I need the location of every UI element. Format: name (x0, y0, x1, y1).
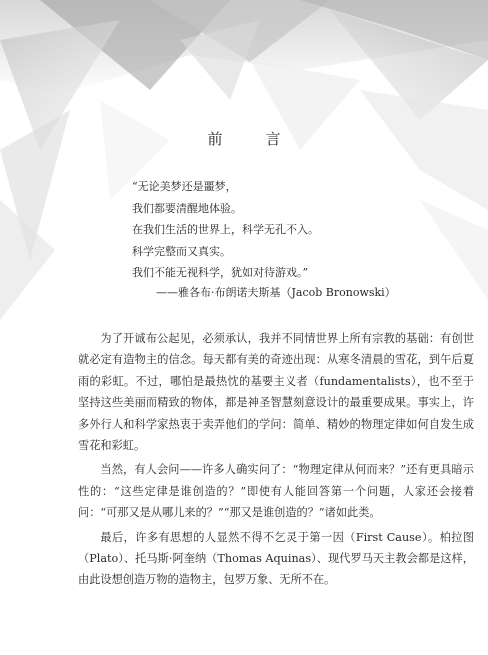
epigraph-line: 我们都要清醒地体验。 (132, 201, 242, 215)
page-title: 前 言 (207, 130, 295, 148)
body-text (78, 328, 474, 594)
paragraph: 为了开诚布公起见，必须承认，我并不同情世界上所有宗教的基础：有创世就必定有造物主的信念。每天都有美的奇迹出现：从寒冬清晨的雪花，到午后夏雨的彩虹。不过，哪怕是最热忱的基要主义者（fundamentalists），也不至于坚持这些美丽而精致的物体，都是神圣智慧刻意设计的最重要成果。事实上，许多外行人和科学家热衷于卖弄他们的学问：简单、精妙的物理定律如何自发生成雪花和彩虹。 (78, 332, 474, 453)
epigraph-attribution: ——雅各布·布朗诺夫斯基（Jacob Bronowski） (156, 286, 396, 299)
epigraph-line: 我们不能无视科学，犹如对待游戏。” (132, 266, 309, 280)
paragraph: 当然，有人会问——许多人确实问了：“物理定律从何而来？”还有更具暗示性的：“这些定律是谁创造的？”即使有人能回答第一个问题，人家还会接着问：“可那又是从哪儿来的？”“那又是谁创造的？”诸如此类。 (78, 463, 474, 520)
epigraph-poem (132, 176, 472, 284)
epigraph-line: “无论美梦还是噩梦， (132, 180, 237, 193)
epigraph-line: 在我们生活的世界上，科学无孔不入。 (132, 223, 319, 237)
paragraph: 最后，许多有思想的人显然不得不乞灵于第一因（First Cause）。柏拉图（Plato）、托马斯·阿奎纳（Thomas Aquinas）、现代罗马天主教会都是这样，由此设想创造万物的造物主，包罗万象、无所不在。 (78, 530, 474, 587)
epigraph-line: 科学完整而又真实。 (132, 244, 231, 258)
